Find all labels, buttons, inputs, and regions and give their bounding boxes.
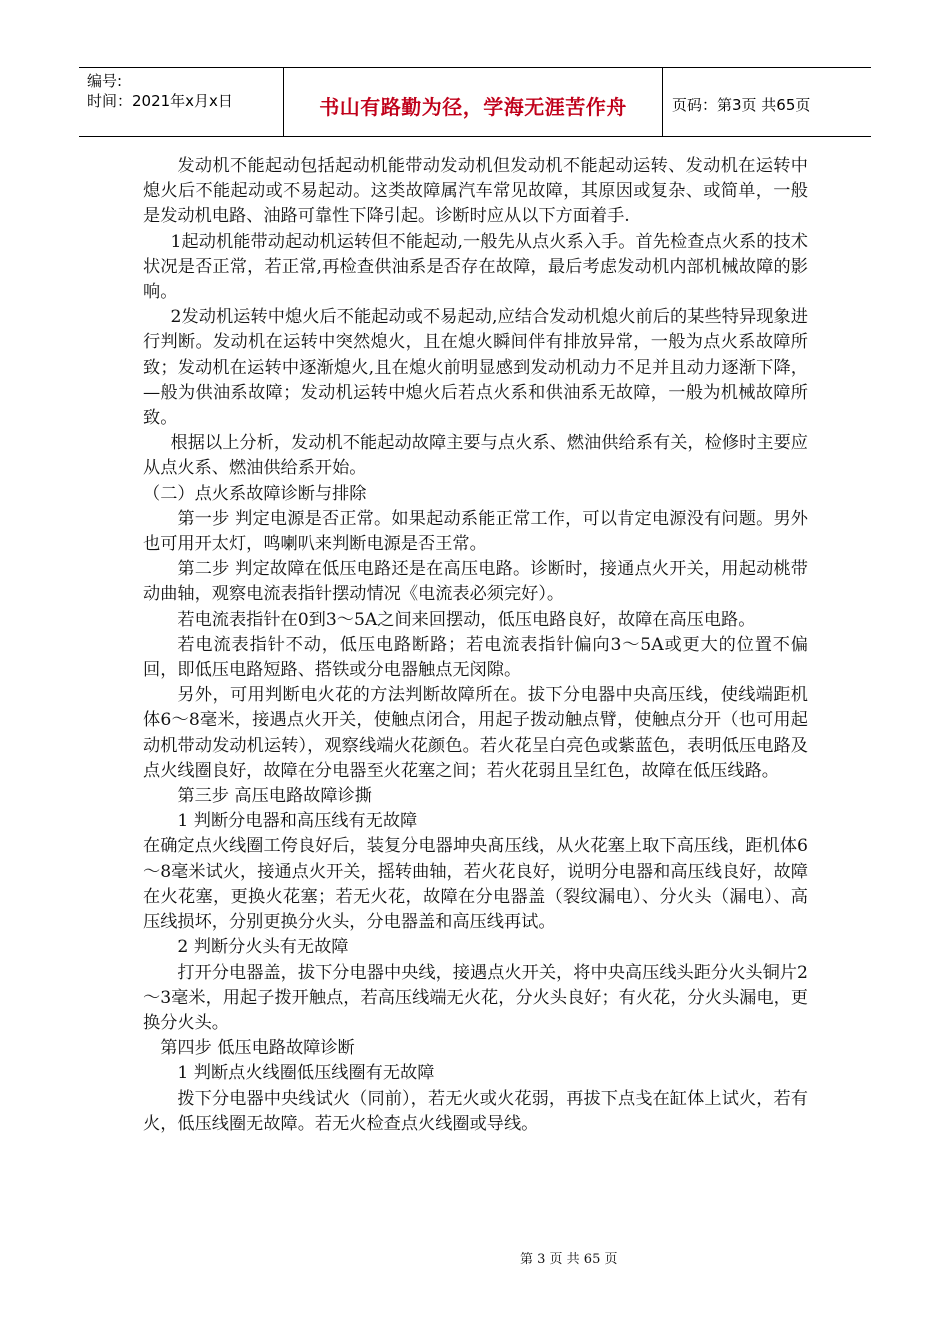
- header-motto-cell: [283, 68, 663, 136]
- page-footer: 第 3 页 共 65 页: [520, 1252, 618, 1267]
- sub-heading: 1 判断点火线圈低压线圈有无故障: [177, 1063, 435, 1084]
- body-paragraph: 若电流表指针不动，低压电路断路；若电流表指针偏向3～5A或更大的位置不偏回，即低压电路短路、搭铁或分电器触点无闵隙。: [143, 634, 808, 681]
- body-paragraph: 若电流表指针在0到3～5A之间来回摆动，低压电路良好，故障在高压电路。: [177, 609, 756, 630]
- sub-heading: 1 判断分电器和高压线有无故障: [177, 811, 418, 832]
- step-heading: 第三步 高压电路故障诊撕: [177, 786, 372, 807]
- body-paragraph: 2发动机运转中熄火后不能起动或不易起动,应结合发动机熄火前后的某些特异现象进行判断。发动机在运转中突然熄火，且在熄火瞬间伴有排放异常，一般为点火系故障所致；发动机在运转中逐渐熄火,且在熄火前明显感到发动机动力不足并且动力逐渐下降，—般为供油系故障；发动机运转中熄火后若点火系和供油系无故障，一般为机械故障所致。: [143, 307, 808, 429]
- document-body: [143, 154, 808, 1137]
- document-date-label: 时间：2021年x月x日: [87, 92, 233, 110]
- header-motto: 书山有路勤为径，学海无涯苦作舟: [319, 95, 627, 119]
- body-paragraph: 拨下分电器中央线试火（同前），若无火或火花弱，再拔下点戋在缸体上试火，若有火，低压线圈无故障。若无火检查点火线圈或导线。: [143, 1088, 808, 1134]
- header-page-cell: [662, 68, 871, 136]
- page-header: [79, 67, 871, 137]
- step-paragraph: 第一步 判定电源是否正常。如果起动系能正常工作，可以肯定电源没有问题。男外也可用开太灯，鸣喇叭来判断电源是否王常。: [143, 508, 808, 555]
- body-paragraph: 1起动机能带动起动机运转但不能起动,一般先从点火系入手。首先检查点火系的技术状况是否正常，若正常,再检查供油系是否存在故障，最后考虑发动机内部机械故障的影响。: [143, 231, 808, 303]
- document-number-label: 编号:: [87, 72, 123, 90]
- body-paragraph: 另外，可用判断电火花的方法判断故障所在。拔下分电器中央高压线，使线端距机体6～8毫米，接遇点火开关，使触点闭合，用起子拨动触点臂，使触点分开（也可用起动机带动发动机运转），观察线端火花颜色。若火花呈白亮色或紫蓝色，表明低压电路及点火线圈良好，故障在分电器至火花塞之间；若火花弱且呈红色，故障在低压线路。: [143, 685, 808, 781]
- header-page-number: 页码：第3页 共65页: [672, 96, 811, 114]
- step-heading: 第四步 低压电路故障诊断: [160, 1038, 355, 1059]
- body-paragraph: 在确定点火线圈工侉良好后，装复分电器坤央髙压线，从火花塞上取下高压线，距机体6～8毫米试火，接通点火开关，摇转曲轴，若火花良好，说明分电器和高压线良好，故障在火花塞，更换火花塞；若无火花，故障在分电器盖（裂纹漏电）、分火头（漏电）、高压线损坏，分别更换分火头，分电器盖和高压线再试。: [143, 836, 808, 933]
- step-paragraph: 第二步 判定故障在低压电路还是在高压电路。诊断时，接通点火开关，用起动桃带动曲轴，观察电流表指针摆动情况《电流表必须完好）。: [143, 559, 808, 605]
- body-paragraph: 根据以上分析，发动机不能起动故障主要与点火系、燃油供给系有关，检修时主要应从点火系、燃油供给系开始。: [143, 433, 808, 479]
- section-heading: （二）点火系故障诊断与排除: [143, 483, 367, 504]
- body-paragraph: 打开分电器盖，拔下分电器中央线，接遇点火开关，将中央高压线头距分火头铜片2～3毫米，用起子拨开触点，若高压线端无火花，分火头良好；有火花，分火头漏电，更换分火头。: [143, 962, 808, 1033]
- sub-heading: 2 判断分火头有无故障: [177, 937, 349, 958]
- header-info-cell: [79, 68, 283, 136]
- body-paragraph: 发动机不能起动包括起动机能带动发动机但发动机不能起动运转、发动机在运转中熄火后不能起动或不易起动。这类故障属汽车常见故障，其原因或复杂、或简单，一般是发动机电路、油路可靠性下降引起。诊断时应从以下方面着手.: [143, 156, 808, 227]
